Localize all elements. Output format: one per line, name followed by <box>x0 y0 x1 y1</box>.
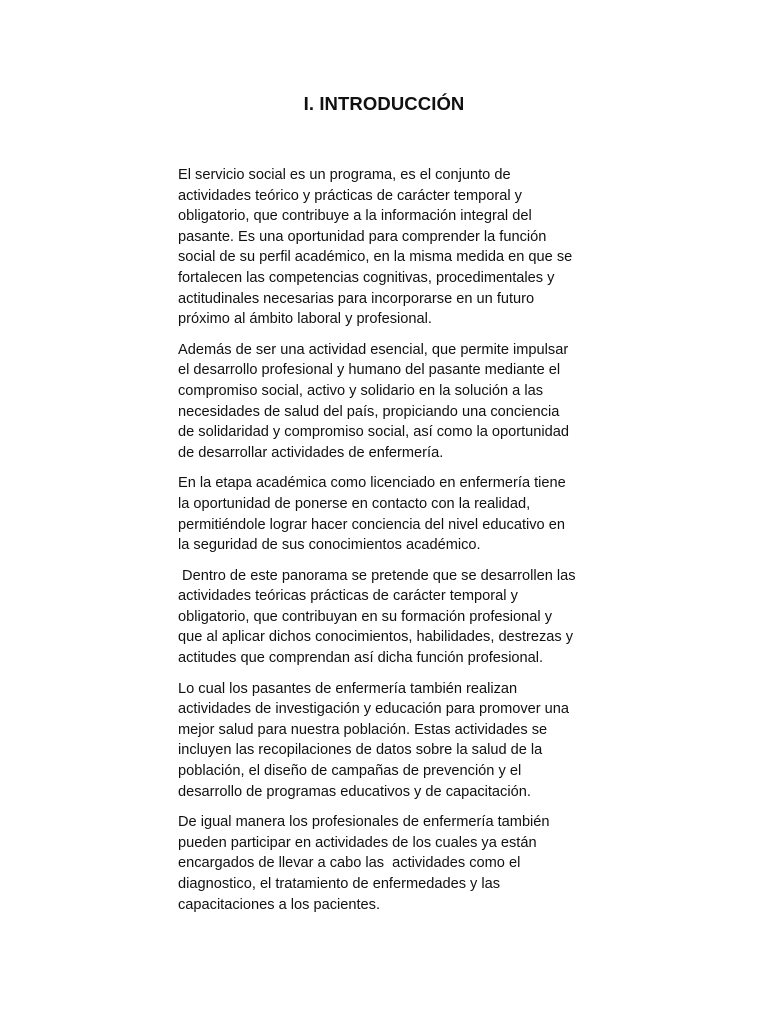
paragraph-line: el desarrollo profesional y humano del pasante mediante el <box>178 362 561 379</box>
paragraph-line: capacitaciones a los pacientes. <box>178 896 381 913</box>
paragraph-line: actividades teórico y prácticas de carácter temporal y <box>178 187 522 204</box>
paragraph-line: En la etapa académica como licenciado en enfermería tiene <box>178 475 566 492</box>
paragraph-line: El servicio social es un programa, es el conjunto de <box>178 167 511 183</box>
paragraph-2 <box>178 340 593 464</box>
paragraph-line: diagnostico, el tratamiento de enfermedades y las <box>178 876 501 892</box>
paragraph-line: la oportunidad de ponerse en contacto con la realidad, <box>178 495 531 512</box>
paragraph-line: de desarrollar actividades de enfermería. <box>178 444 444 461</box>
paragraph-line: pueden participar en actividades de los cuales ya están <box>178 834 537 851</box>
paragraph-line: que al aplicar dichos conocimientos, habilidades, destrezas y <box>178 629 574 646</box>
paragraph-line: fortalecen las competencias cognitivas, procedimentales y <box>178 269 555 286</box>
paragraph-line: actividades teóricas prácticas de carácter temporal y <box>178 588 518 605</box>
paragraph-line: desarrollo de programas educativos y de capacitación. <box>178 783 531 800</box>
paragraph-line: Dentro de este panorama se pretende que se desarrollen las <box>178 567 576 584</box>
paragraph-line: De igual manera los profesionales de enfermería también <box>178 814 550 831</box>
paragraph-line: necesidades de salud del país, propiciando una conciencia <box>178 403 560 420</box>
paragraph-5 <box>178 679 593 803</box>
paragraph-line: actitudes que comprendan así dicha función profesional. <box>178 650 544 667</box>
paragraph-line: obligatorio, que contribuye a la información integral del <box>178 208 532 225</box>
paragraph-line: permitiéndole lograr hacer conciencia del nivel educativo en <box>178 516 565 533</box>
paragraph-6 <box>178 812 593 915</box>
paragraph-3 <box>178 473 593 555</box>
body-text <box>178 165 593 925</box>
paragraph-line: pasante. Es una oportunidad para comprender la función <box>178 228 547 245</box>
paragraph-line: la seguridad de sus conocimientos académico. <box>178 537 481 554</box>
page-title: I. INTRODUCCIÓN <box>303 93 465 114</box>
paragraph-line: mejor salud para nuestra población. Estas actividades se <box>178 721 548 738</box>
paragraph-line: Además de ser una actividad esencial, que permite impulsar <box>178 341 569 358</box>
paragraph-4 <box>178 566 593 669</box>
paragraph-line: Lo cual los pasantes de enfermería también realizan <box>178 680 518 697</box>
paragraph-line: encargados de llevar a cabo las actividades como el <box>178 855 521 872</box>
paragraph-line: social de su perfil académico, en la misma medida en que se <box>178 249 573 266</box>
paragraph-line: actitudinales necesarias para incorporarse en un futuro <box>178 290 535 307</box>
paragraph-line: compromiso social, activo y solidario en la solución a las <box>178 382 544 399</box>
paragraph-1 <box>178 165 593 330</box>
paragraph-line: de solidaridad y compromiso social, así como la oportunidad <box>178 424 569 441</box>
paragraph-line: población, el diseño de campañas de prevención y el <box>178 763 522 780</box>
paragraph-line: obligatorio, que contribuyan en su formación profesional y <box>178 608 552 625</box>
paragraph-line: próximo al ámbito laboral y profesional. <box>178 311 432 328</box>
paragraph-line: actividades de investigación y educación para promover una <box>178 701 570 718</box>
paragraph-line: incluyen las recopilaciones de datos sobre la salud de la <box>178 742 543 759</box>
